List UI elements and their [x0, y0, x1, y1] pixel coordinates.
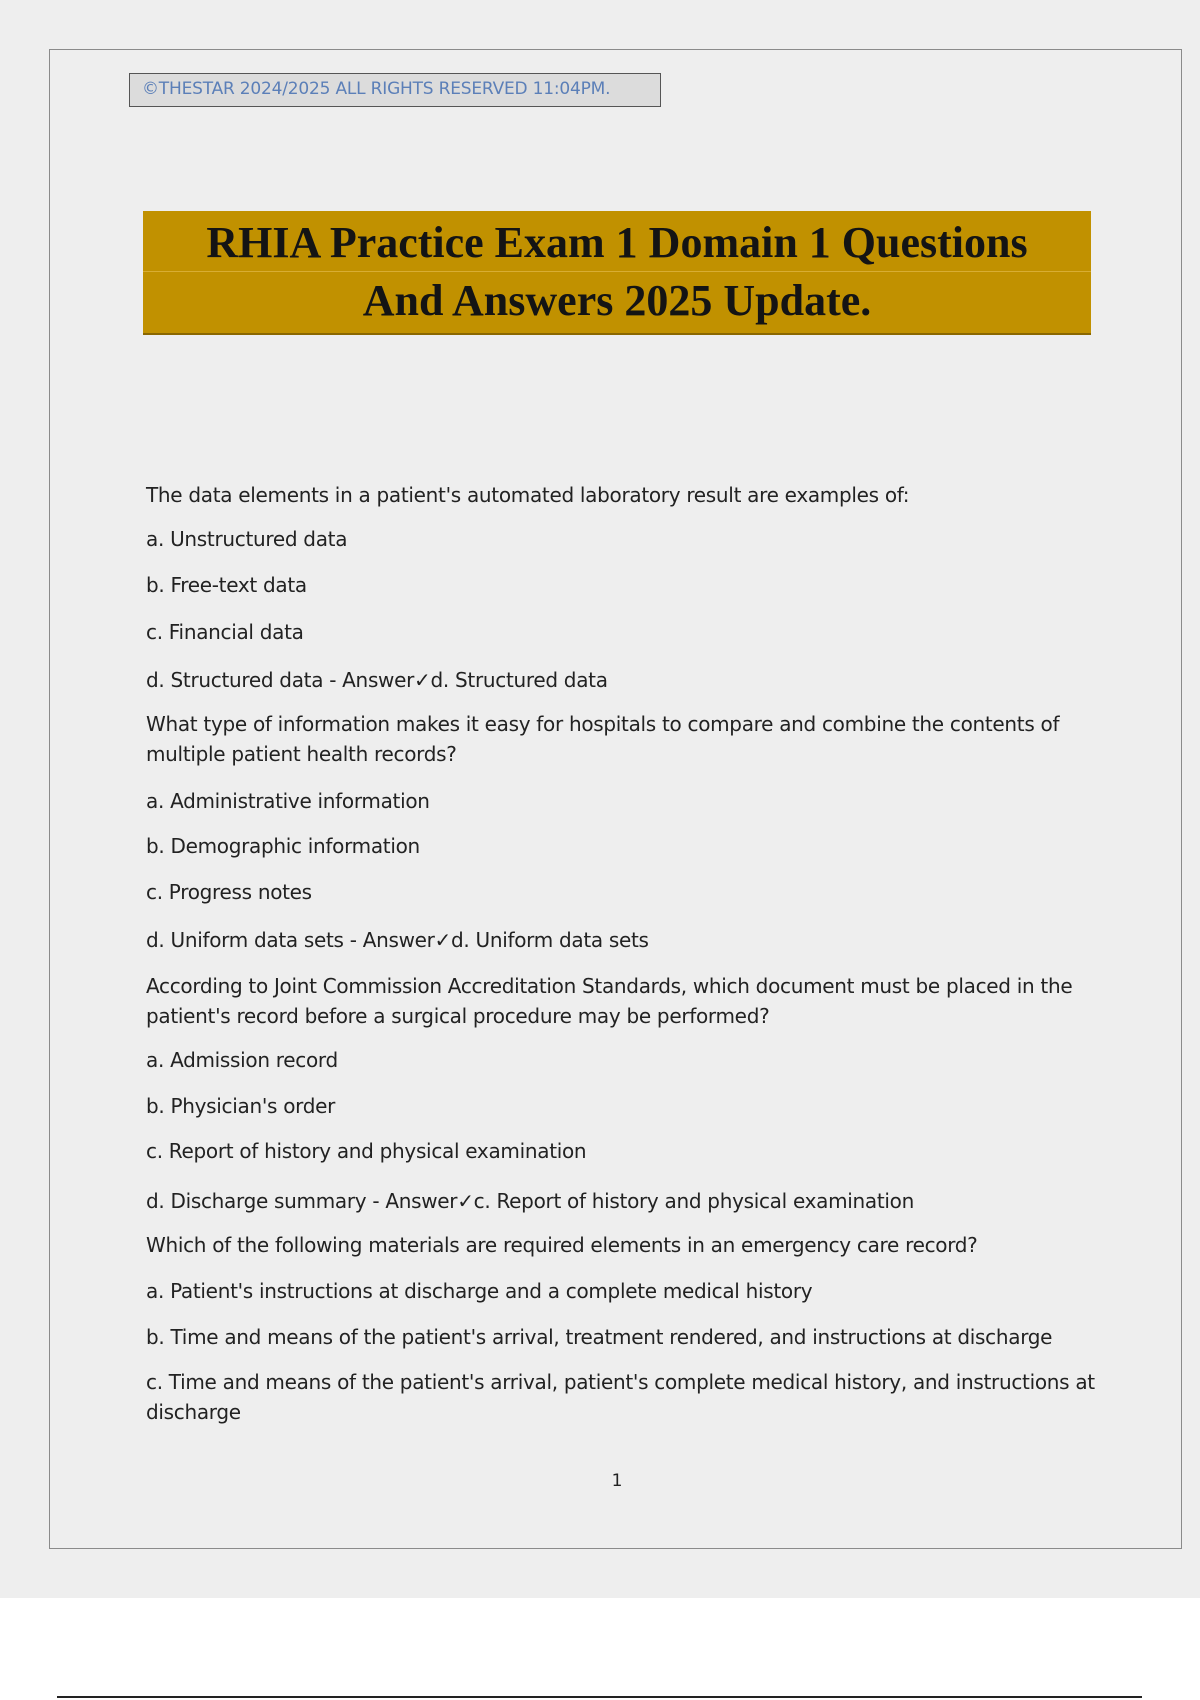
question-1-option-a: a. Unstructured data	[146, 527, 348, 551]
question-3-option-b: b. Physician's order	[146, 1094, 336, 1118]
question-2-text: What type of information makes it easy for hospitals to compare and combine the contents of multiple patient health records?	[146, 712, 1060, 766]
question-1-option-b: b. Free-text data	[146, 573, 307, 597]
question-2-option-d-answer: d. Uniform data sets - Answer✓d. Uniform data sets	[146, 928, 649, 952]
title-divider	[143, 271, 1091, 272]
footer-rule	[57, 1696, 1142, 1698]
question-4-option-c: c. Time and means of the patient's arrival, patient's complete medical history, and instructions at discharge	[146, 1370, 1095, 1424]
question-2-option-b: b. Demographic information	[146, 834, 420, 858]
question-2-option-c: c. Progress notes	[146, 880, 312, 904]
question-4-text: Which of the following materials are required elements in an emergency care record?	[146, 1233, 978, 1257]
question-3-option-d-answer: d. Discharge summary - Answer✓c. Report of history and physical examination	[146, 1189, 914, 1213]
document-title-line-1: RHIA Practice Exam 1 Domain 1 Questions	[206, 218, 1028, 267]
copyright-notice: ©THESTAR 2024/2025 ALL RIGHTS RESERVED 11:04PM.	[129, 73, 661, 107]
question-3-option-a: a. Admission record	[146, 1048, 338, 1072]
question-1-option-d-answer: d. Structured data - Answer✓d. Structured data	[146, 668, 608, 692]
document-title-line-2: And Answers 2025 Update.	[362, 276, 872, 325]
question-4-option-b: b. Time and means of the patient's arrival, treatment rendered, and instructions at discharge	[146, 1325, 1053, 1349]
question-2-option-a: a. Administrative information	[146, 789, 430, 813]
title-banner	[143, 211, 1091, 335]
question-3-option-c: c. Report of history and physical examination	[146, 1139, 587, 1163]
question-1-option-c: c. Financial data	[146, 620, 304, 644]
page-number: 1	[611, 1471, 623, 1491]
question-4-option-a: a. Patient's instructions at discharge and a complete medical history	[146, 1279, 813, 1303]
question-1-text: The data elements in a patient's automated laboratory result are examples of:	[146, 483, 910, 507]
question-3-text: According to Joint Commission Accreditation Standards, which document must be placed in the patient's record before a surgical procedure may be performed?	[146, 974, 1073, 1028]
